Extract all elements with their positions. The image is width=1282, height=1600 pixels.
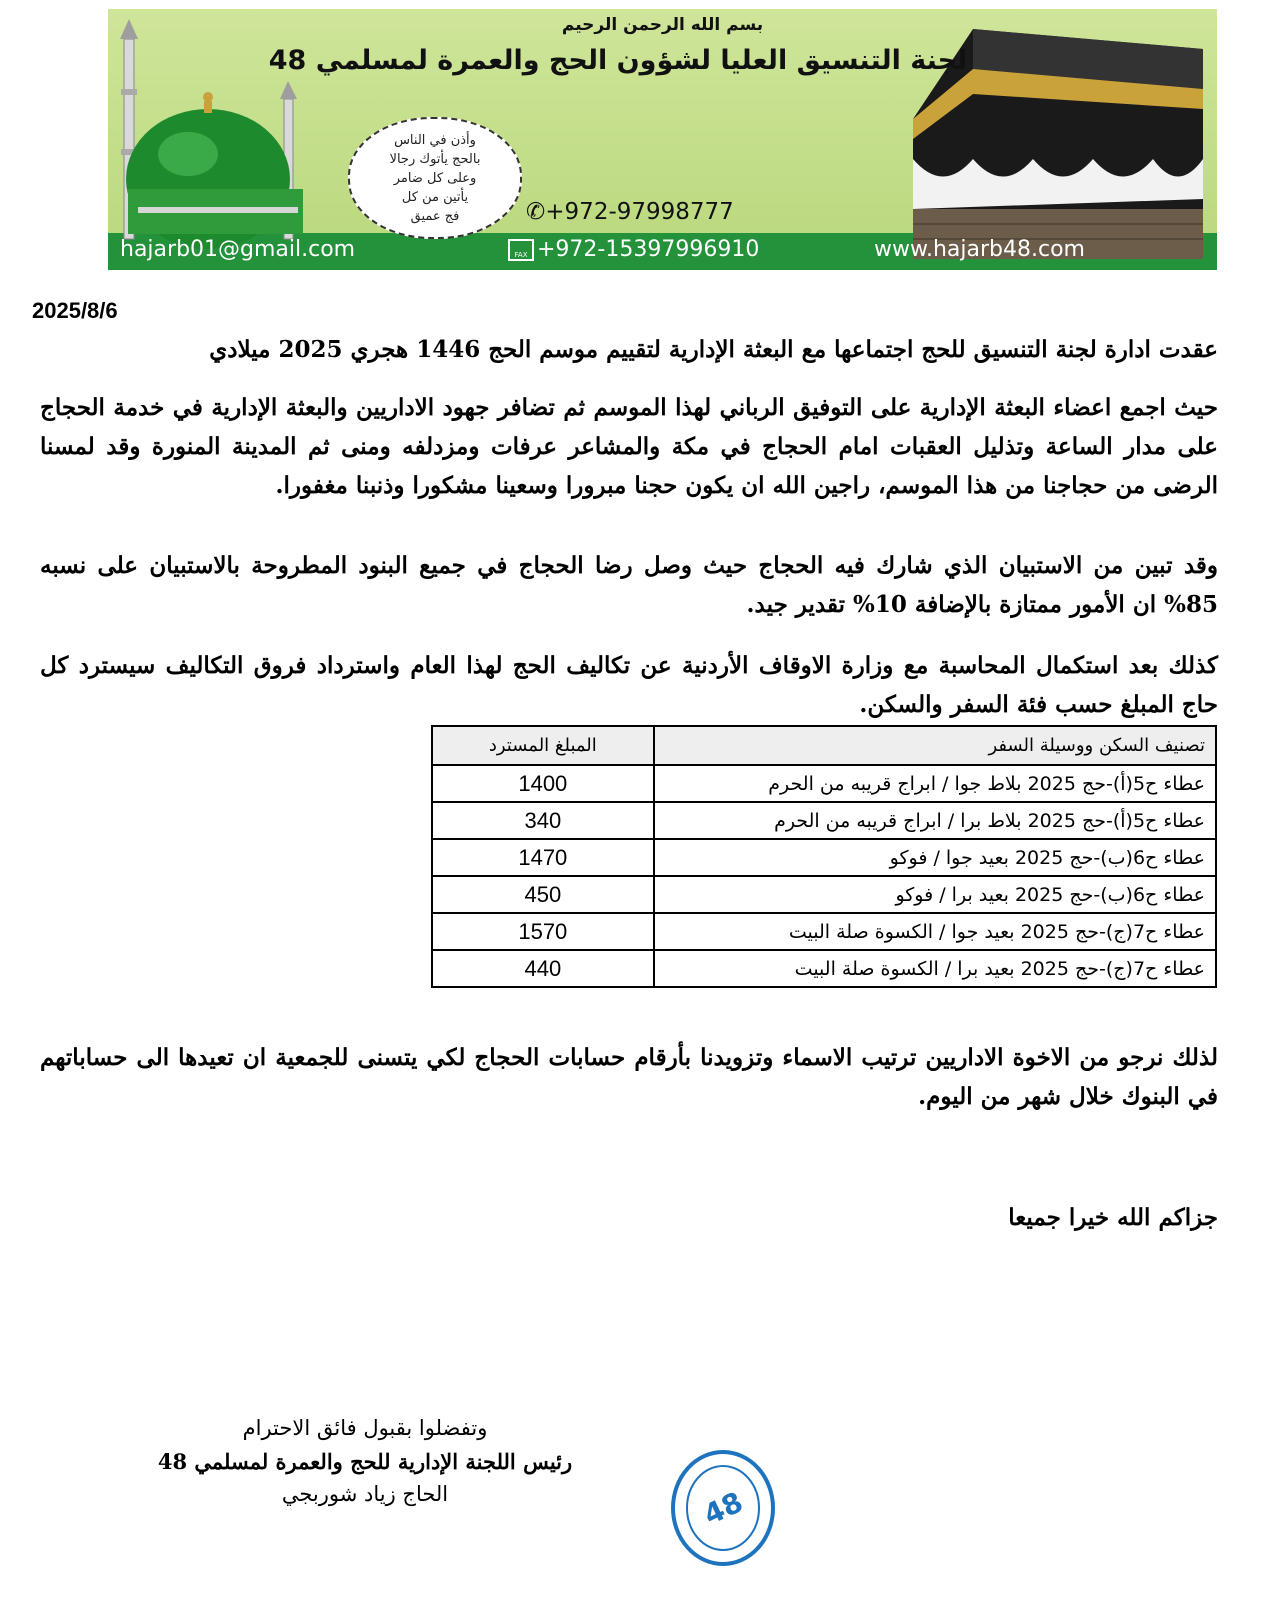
- official-seal-stamp: [668, 1448, 778, 1568]
- quran-verse-badge: [348, 117, 522, 239]
- row-category: عطاء ح6(ب)-حج 2025 بعيد برا / فوكو: [654, 876, 1216, 913]
- committee-title: لجنة التنسيق العليا لشؤون الحج والعمرة لمسلمي 48: [268, 45, 968, 76]
- signer-position: رئيس اللجنة الإدارية للحج والعمرة لمسلمي 48: [157, 1449, 573, 1474]
- fax-icon: FAX: [508, 239, 534, 261]
- phone-number: ✆+972-97998777: [526, 199, 734, 225]
- row-category: عطاء ح7(ج)-حج 2025 بعيد برا / الكسوة صلة البيت: [654, 950, 1216, 987]
- verse-line: بالحج يأتوك رجالا: [389, 151, 481, 167]
- svg-text:48: 48: [698, 1485, 748, 1532]
- fax-number: FAX +972-15397996910: [508, 237, 759, 262]
- header-amount: المبلغ المسترد: [432, 726, 654, 765]
- table-row: [432, 765, 1216, 802]
- header-category: تصنيف السكن ووسيلة السفر: [654, 726, 1216, 765]
- paragraph-meeting: عقدت ادارة لجنة التنسيق للحج اجتماعها مع البعثة الإدارية لتقييم موسم الحج 1446 هجري 2025 ميلادي: [209, 336, 1218, 363]
- letter-date: 2025/8/6: [32, 298, 118, 323]
- verse-line: وأذن في الناس: [394, 132, 476, 148]
- table-row: [432, 913, 1216, 950]
- email-address: hajarb01@gmail.com: [120, 237, 356, 262]
- verse-line: وعلى كل ضامر: [393, 170, 477, 186]
- refund-table: [431, 725, 1217, 988]
- row-amount: 340: [432, 802, 654, 839]
- phone-icon: ✆: [526, 199, 546, 225]
- table-row: [432, 839, 1216, 876]
- row-amount: 440: [432, 950, 654, 987]
- paragraph-thanks: جزاكم الله خيرا جميعا: [1008, 1204, 1218, 1231]
- table-header-row: [432, 726, 1216, 765]
- letterhead-banner: [108, 9, 1217, 270]
- bismillah-heading: بسم الله الرحمن الرحيم: [561, 15, 764, 35]
- paragraph-survey: وقد تبين من الاستبيان الذي شارك فيه الحجاج حيث وصل رضا الحجاج في جميع البنود المطروحة بالاستبيان على نسبه 85% ان الأمور ممتازة بالإضافة 10% تقدير جيد.: [40, 552, 1218, 618]
- website-url: www.hajarb48.com: [874, 237, 1085, 262]
- row-amount: 1400: [432, 765, 654, 802]
- row-category: عطاء ح5(أ)-حج 2025 بلاط برا / ابراج قريبه من الحرم: [654, 802, 1216, 839]
- verse-line: يأتين من كل: [401, 189, 469, 205]
- signer-name: الحاج زياد شوربجي: [281, 1482, 449, 1506]
- row-category: عطاء ح6(ب)-حج 2025 بعيد جوا / فوكو: [654, 839, 1216, 876]
- table-row: [432, 876, 1216, 913]
- verse-line: فج عميق: [410, 208, 460, 224]
- row-category: عطاء ح5(أ)-حج 2025 بلاط جوا / ابراج قريبه من الحرم: [654, 765, 1216, 802]
- table-row: [432, 950, 1216, 987]
- row-amount: 1470: [432, 839, 654, 876]
- closing-line: وتفضلوا بقبول فائق الاحترام: [242, 1416, 488, 1440]
- row-category: عطاء ح7(ج)-حج 2025 بعيد جوا / الكسوة صلة البيت: [654, 913, 1216, 950]
- table-row: [432, 802, 1216, 839]
- paragraph-request: لذلك نرجو من الاخوة الاداريين ترتيب الاسماء وتزويدنا بأرقام حسابات الحجاج لكي يتسنى للجمعية ان تعيدها الى حساباتهم في البنوك خلال شهر من اليوم.: [40, 1044, 1218, 1110]
- row-amount: 450: [432, 876, 654, 913]
- paragraph-refund: كذلك بعد استكمال المحاسبة مع وزارة الاوقاف الأردنية عن تكاليف الحج لهذا العام واسترداد فروق التكاليف سيسترد كل حاج المبلغ حسب فئة السفر والسكن.: [40, 652, 1218, 718]
- paragraph-evaluation: حيث اجمع اعضاء البعثة الإدارية على التوفيق الرباني لهذا الموسم ثم تضافر جهود الاداريين والبعثة الإدارية في خدمة الحجاج على مدار الساعة وتذليل العقبات امام الحجاج في مكة والمشاعر عرفات ومزدلفه ومنى ثم المدينة المنورة وقد لمسنا الرضى من حجاجنا من هذا الموسم، راجين الله ان يكون حجنا مبرورا وسعينا مشكورا وذنبنا مغفورا.: [40, 394, 1218, 499]
- row-amount: 1570: [432, 913, 654, 950]
